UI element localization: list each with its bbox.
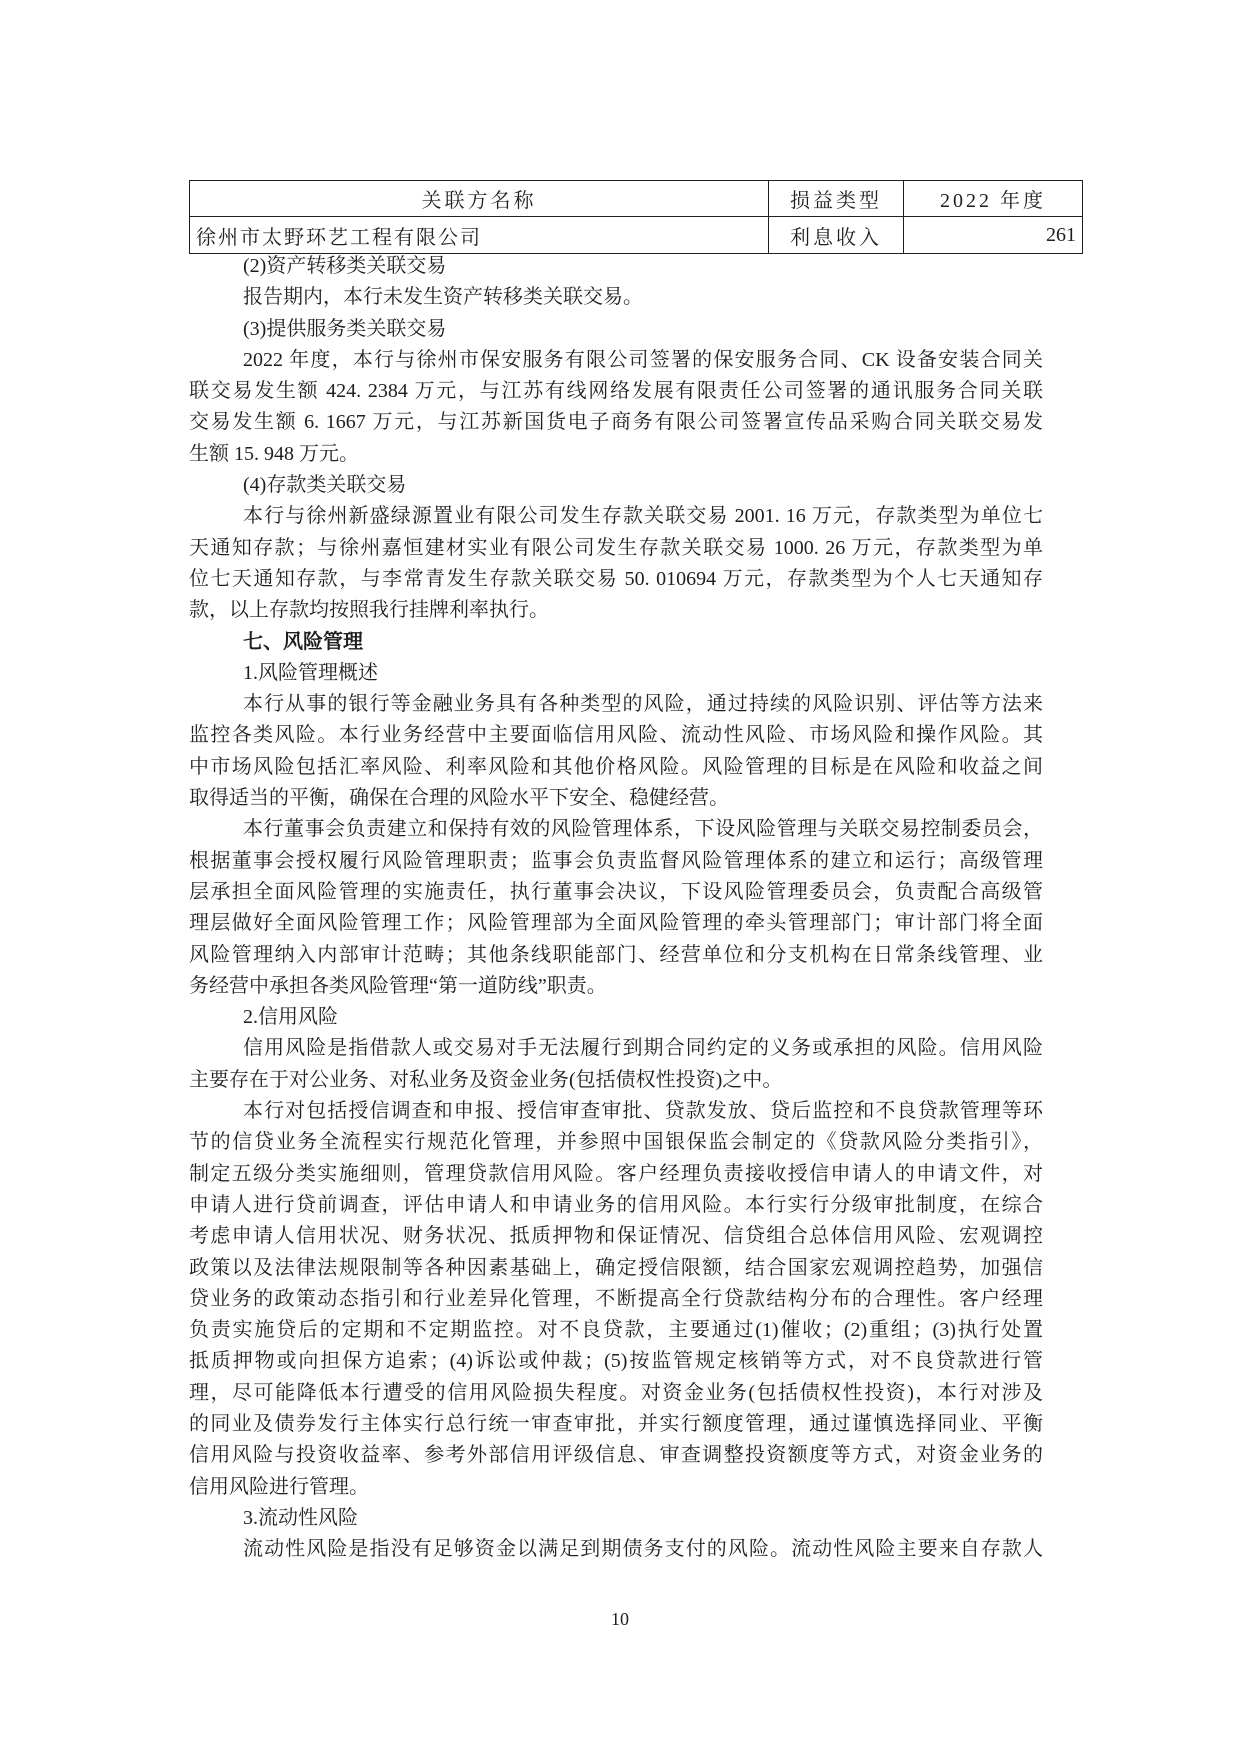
- table-cell-type: 利息收入: [769, 217, 904, 254]
- body-line: 流动性风险是指没有足够资金以满足到期债务支付的风险。流动性风险主要来自存款人: [243, 1538, 1043, 1561]
- table-header-cell: 关联方名称: [190, 181, 769, 217]
- body-line: 考虑申请人信用状况、财务状况、抵质押物和保证情况、信贷组合总体信用风险、宏观调控: [189, 1225, 1043, 1248]
- page-number: 10: [611, 1609, 629, 1629]
- body-line: 生额 15. 948 万元。: [189, 442, 359, 465]
- body-line: 报告期内，本行未发生资产转移类关联交易。: [243, 286, 643, 309]
- subsection-heading: 2.信用风险: [243, 1006, 338, 1029]
- body-line: 抵质押物或向担保方追索；(4)诉讼或仲裁；(5)按监管规定核销等方式，对不良贷款进行管: [189, 1350, 1043, 1373]
- body-line: 理层做好全面风险管理工作；风险管理部为全面风险管理的牵头管理部门；审计部门将全面: [189, 912, 1043, 935]
- table-header-cell: 2022 年度: [904, 181, 1083, 217]
- body-line: 2022 年度，本行与徐州市保安服务有限公司签署的保安服务合同、CK 设备安装合同关: [243, 348, 1043, 371]
- subsection-heading: (3)提供服务类关联交易: [243, 317, 447, 340]
- body-line: 风险管理纳入内部审计范畴；其他条线职能部门、经营单位和分支机构在日常条线管理、业: [189, 943, 1043, 966]
- body-line: 贷业务的政策动态指引和行业差异化管理，不断提高全行贷款结构分布的合理性。客户经理: [189, 1287, 1043, 1310]
- body-line: 信用风险进行管理。: [189, 1475, 369, 1498]
- body-line: 本行董事会负责建立和保持有效的风险管理体系，下设风险管理与关联交易控制委员会，: [243, 818, 1043, 841]
- body-line: 理，尽可能降低本行遭受的信用风险损失程度。对资金业务(包括债权性投资)，本行对涉及: [189, 1381, 1043, 1404]
- body-line: 本行与徐州新盛绿源置业有限公司发生存款关联交易 2001. 16 万元，存款类型为单位七: [243, 505, 1043, 528]
- table-cell-party-name: 徐州市太野环艺工程有限公司: [190, 217, 769, 254]
- body-line: 款，以上存款均按照我行挂牌利率执行。: [189, 599, 549, 622]
- body-line: 政策以及法律法规限制等各种因素基础上，确定授信限额，结合国家宏观调控趋势，加强信: [189, 1256, 1043, 1279]
- body-line: 天通知存款；与徐州嘉恒建材实业有限公司发生存款关联交易 1000. 26 万元，存款类型为单: [189, 536, 1043, 559]
- subsection-heading: (4)存款类关联交易: [243, 474, 407, 497]
- table-header-row: [190, 181, 1083, 217]
- body-line: 联交易发生额 424. 2384 万元，与江苏有线网络发展有限责任公司签署的通讯服务合同关联: [189, 380, 1043, 403]
- body-line: 制定五级分类实施细则，管理贷款信用风险。客户经理负责接收授信申请人的申请文件，对: [189, 1162, 1043, 1185]
- subsection-heading: (2)资产转移类关联交易: [243, 255, 447, 277]
- document-body: [189, 251, 1043, 1565]
- table-row: [190, 217, 1083, 254]
- body-line: 中市场风险包括汇率风险、利率风险和其他价格风险。风险管理的目标是在风险和收益之间: [189, 755, 1043, 778]
- body-line: 节的信贷业务全流程实行规范化管理，并参照中国银保监会制定的《贷款风险分类指引》，: [189, 1131, 1043, 1154]
- body-line: 申请人进行贷前调查，评估申请人和申请业务的信用风险。本行实行分级审批制度，在综合: [189, 1193, 1043, 1216]
- body-line: 务经营中承担各类风险管理“第一道防线”职责。: [189, 974, 607, 997]
- body-line: 位七天通知存款，与李常青发生存款关联交易 50. 010694 万元，存款类型为个人七天通知存: [189, 567, 1043, 590]
- body-line: 层承担全面风险管理的实施责任，执行董事会决议，下设风险管理委员会，负责配合高级管: [189, 880, 1043, 903]
- body-line: 本行对包括授信调查和申报、授信审查审批、贷款发放、贷后监控和不良贷款管理等环: [243, 1100, 1043, 1123]
- body-line: 取得适当的平衡，确保在合理的风险水平下安全、稳健经营。: [189, 787, 729, 810]
- body-line: 根据董事会授权履行风险管理职责；监事会负责监督风险管理体系的建立和运行；高级管理: [189, 849, 1043, 872]
- body-line: 监控各类风险。本行业务经营中主要面临信用风险、流动性风险、市场风险和操作风险。其: [189, 724, 1043, 747]
- related-party-table: [189, 180, 1083, 254]
- body-line: 信用风险与投资收益率、参考外部信用评级信息、审查调整投资额度等方式，对资金业务的: [189, 1444, 1043, 1467]
- subsection-heading: 1.风险管理概述: [243, 661, 378, 684]
- body-line: 本行从事的银行等金融业务具有各种类型的风险，通过持续的风险识别、评估等方法来: [243, 693, 1043, 716]
- table-cell-amount: 261: [904, 217, 1083, 254]
- subsection-heading: 3.流动性风险: [243, 1506, 358, 1529]
- table-header-cell: 损益类型: [769, 181, 904, 217]
- body-line: 交易发生额 6. 1667 万元，与江苏新国货电子商务有限公司签署宣传品采购合同关联交易发: [189, 411, 1043, 434]
- body-line: 信用风险是指借款人或交易对手无法履行到期合同约定的义务或承担的风险。信用风险: [243, 1037, 1043, 1060]
- body-line: 负责实施贷后的定期和不定期监控。对不良贷款，主要通过(1)催收；(2)重组；(3)执行处置: [189, 1319, 1043, 1342]
- section-heading: 七、风险管理: [243, 630, 363, 653]
- body-line: 的同业及债券发行主体实行总行统一审查审批，并实行额度管理，通过谨慎选择同业、平衡: [189, 1412, 1043, 1435]
- body-line: 主要存在于对公业务、对私业务及资金业务(包括债权性投资)之中。: [189, 1068, 783, 1091]
